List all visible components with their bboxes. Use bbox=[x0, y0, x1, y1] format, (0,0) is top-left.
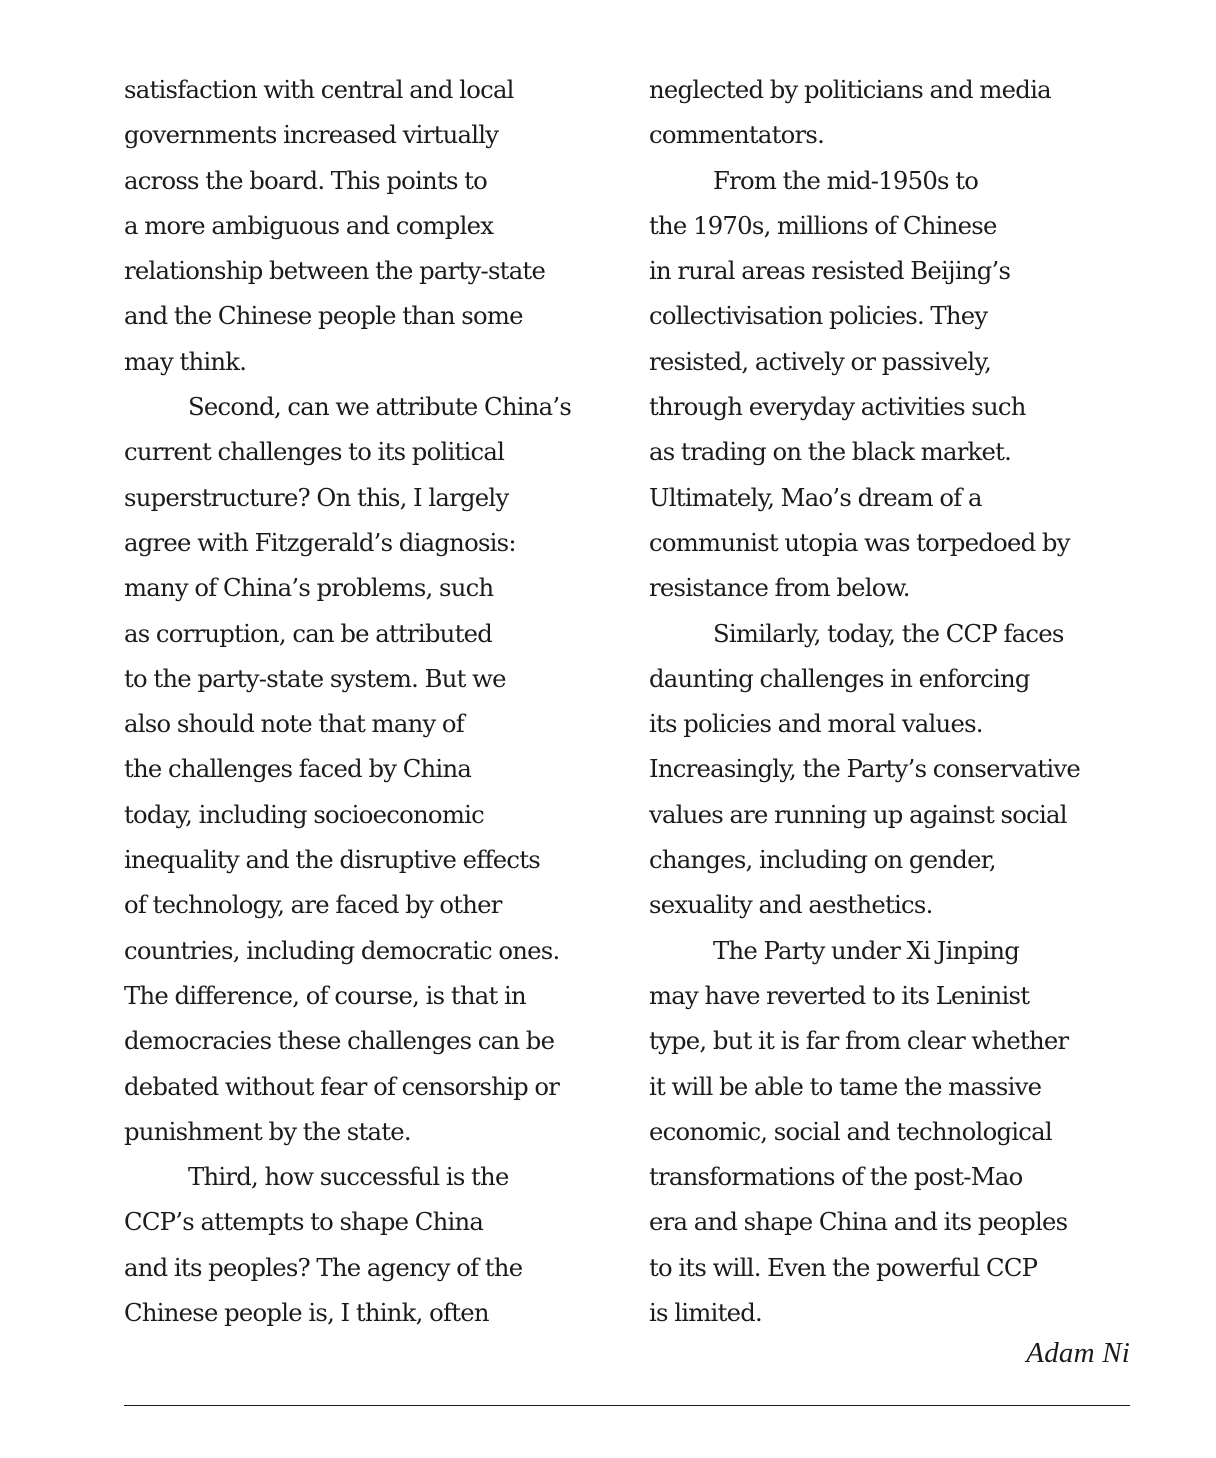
text-line: era and shape China and its peoples bbox=[649, 1207, 1068, 1237]
text-line: values are running up against social bbox=[649, 799, 1067, 829]
left-text-column bbox=[124, 67, 614, 1335]
text-line: many of China’s problems, such bbox=[124, 573, 494, 603]
paragraph-first-line: The Party under Xi Jinping bbox=[713, 935, 1020, 965]
text-line: economic, social and technological bbox=[649, 1116, 1052, 1146]
text-line: to its will. Even the powerful CCP bbox=[649, 1252, 1038, 1282]
text-line: as trading on the black market. bbox=[649, 437, 1012, 467]
text-line: in rural areas resisted Beijing’s bbox=[649, 256, 1011, 286]
text-line: countries, including democratic ones. bbox=[124, 935, 560, 965]
text-line: Ultimately, Mao’s dream of a bbox=[649, 482, 982, 512]
text-line: communist utopia was torpedoed by bbox=[649, 527, 1070, 557]
text-line: through everyday activities such bbox=[649, 392, 1026, 422]
text-line: the 1970s, millions of Chinese bbox=[649, 210, 997, 240]
text-line: debated without fear of censorship or bbox=[124, 1071, 560, 1101]
text-line: The difference, of course, is that in bbox=[124, 980, 526, 1010]
text-line: collectivisation policies. They bbox=[649, 301, 988, 331]
text-line: satisfaction with central and local bbox=[124, 75, 514, 104]
text-line: relationship between the party-state bbox=[124, 256, 546, 286]
text-line: and the Chinese people than some bbox=[124, 301, 523, 331]
text-line: resistance from below. bbox=[649, 573, 910, 603]
text-line: democracies these challenges can be bbox=[124, 1026, 555, 1056]
paragraph-first-line: Third, how successful is the bbox=[188, 1162, 509, 1192]
text-line: and its peoples? The agency of the bbox=[124, 1252, 523, 1282]
paragraph-first-line: Similarly, today, the CCP faces bbox=[713, 618, 1064, 648]
text-line: today, including socioeconomic bbox=[124, 799, 484, 829]
author-signature: Adam Ni bbox=[1026, 1337, 1130, 1369]
text-line: also should note that many of bbox=[124, 709, 465, 739]
text-line: as corruption, can be attributed bbox=[124, 618, 493, 648]
text-line: may think. bbox=[124, 346, 247, 376]
text-line: its policies and moral values. bbox=[649, 709, 983, 739]
text-line: resisted, actively or passively, bbox=[649, 346, 992, 376]
text-line: superstructure? On this, I largely bbox=[124, 482, 509, 512]
text-line: daunting challenges in enforcing bbox=[649, 663, 1030, 693]
horizontal-rule bbox=[124, 1405, 1130, 1406]
text-line: Increasingly, the Party’s conservative bbox=[649, 754, 1080, 784]
paragraph-first-line: Second, can we attribute China’s bbox=[188, 392, 572, 422]
text-line: sexuality and aesthetics. bbox=[649, 890, 933, 920]
text-line: transformations of the post-Mao bbox=[649, 1162, 1023, 1192]
text-line: changes, including on gender, bbox=[649, 845, 996, 875]
text-line: type, but it is far from clear whether bbox=[649, 1026, 1069, 1056]
right-text-column bbox=[649, 67, 1139, 1335]
text-line: current challenges to its political bbox=[124, 437, 505, 467]
text-line: agree with Fitzgerald’s diagnosis: bbox=[124, 527, 516, 557]
text-line: inequality and the disruptive effects bbox=[124, 845, 540, 875]
text-line: neglected by politicians and media bbox=[649, 75, 1051, 104]
text-line: is limited. bbox=[649, 1298, 762, 1328]
text-line: it will be able to tame the massive bbox=[649, 1071, 1042, 1101]
paragraph-first-line: From the mid-1950s to bbox=[713, 165, 979, 195]
text-line: governments increased virtually bbox=[124, 120, 499, 150]
text-line: Chinese people is, I think, often bbox=[124, 1298, 489, 1328]
text-line: commentators. bbox=[649, 120, 825, 150]
text-line: CCP’s attempts to shape China bbox=[124, 1207, 484, 1237]
text-line: a more ambiguous and complex bbox=[124, 210, 494, 240]
text-line: the challenges faced by China bbox=[124, 754, 472, 784]
text-line: to the party-state system. But we bbox=[124, 663, 506, 693]
text-line: across the board. This points to bbox=[124, 165, 488, 195]
text-line: punishment by the state. bbox=[124, 1116, 411, 1146]
text-line: may have reverted to its Leninist bbox=[649, 980, 1030, 1010]
text-line: of technology, are faced by other bbox=[124, 890, 502, 920]
